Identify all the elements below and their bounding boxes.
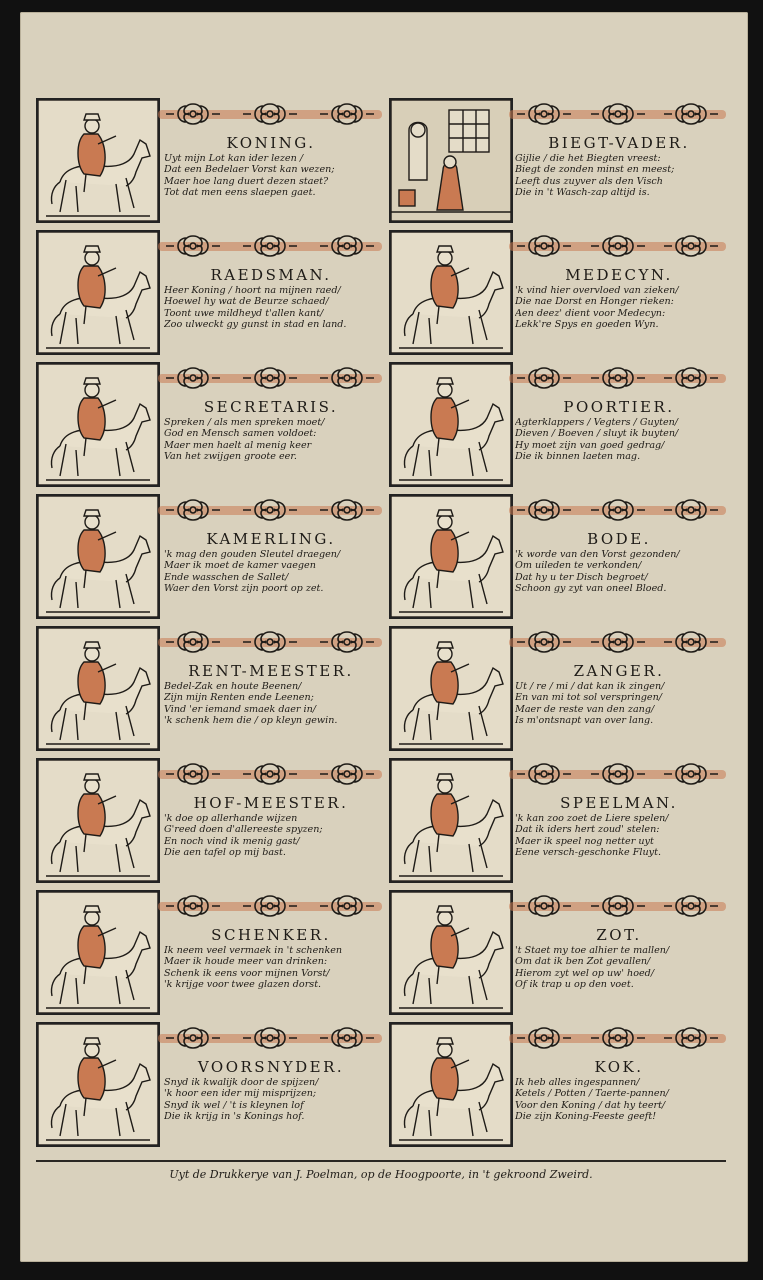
verse-block <box>515 1059 723 1122</box>
figure-title: HOF-MEESTER. <box>193 794 349 812</box>
scroll-ornament-icon <box>164 101 222 127</box>
verse-line: Is m'ontsnapt van over lang. <box>515 714 654 726</box>
figure-title: POORTIER. <box>563 398 675 416</box>
verse-line: Maer ik speel nog netter uyt <box>515 835 654 847</box>
scroll-ornament-icon <box>241 497 299 523</box>
figure-panel <box>381 887 726 1019</box>
verse-block <box>515 795 723 858</box>
verse-line: Biegt de zonden minst en meest; <box>515 164 675 176</box>
scroll-ornament-icon <box>515 761 573 787</box>
verse-line: Die ik binnen laeten mag. <box>515 450 641 462</box>
figure-title: KAMERLING. <box>206 530 336 548</box>
ornament-row-top <box>515 1025 720 1051</box>
verse-line: 'k vind hier overvloed van zieken/ <box>515 285 679 296</box>
figure-title: SPEELMAN. <box>560 794 678 812</box>
verse-block <box>515 927 723 990</box>
scroll-ornament-icon <box>589 101 647 127</box>
scroll-ornament-icon <box>515 1025 573 1051</box>
verse-line: Gijlie / die het Biegten vreest: <box>515 153 661 164</box>
verse-line: Maer men haelt al menig keer <box>164 439 312 451</box>
left-column <box>36 95 381 1153</box>
scroll-ornament-icon <box>589 629 647 655</box>
scroll-ornament-icon <box>318 101 376 127</box>
steward-on-horse-icon <box>36 626 160 751</box>
figure-title: BODE. <box>587 530 651 548</box>
verse-block <box>164 927 378 990</box>
ornament-row-top <box>164 101 376 127</box>
figure-panel <box>36 359 381 491</box>
figure-panel <box>36 95 381 227</box>
scroll-ornament-icon <box>515 629 573 655</box>
scroll-ornament-icon <box>318 761 376 787</box>
figure-panel <box>381 227 726 359</box>
figure-title: ZANGER. <box>573 662 665 680</box>
verse-line: Ut / re / mi / dat kan ik zingen/ <box>515 681 665 692</box>
verse-line: Die nae Dorst en Honger rieken: <box>515 296 674 308</box>
ornament-row-top <box>515 101 720 127</box>
verse-block <box>164 1059 378 1122</box>
footer-rule <box>36 1160 726 1162</box>
figure-title: SCHENKER. <box>211 926 331 944</box>
verse-block <box>515 135 723 198</box>
musician-on-horse-icon <box>389 758 513 883</box>
verse-line: Van het zwijgen groote eer. <box>164 450 297 462</box>
verse-line: 't Staet my toe alhier te mallen/ <box>515 945 670 956</box>
figure-panel <box>381 95 726 227</box>
figure-panel <box>36 887 381 1019</box>
verse-line: 'k schenk hem die / op kleyn gewin. <box>164 714 338 726</box>
scroll-ornament-icon <box>164 365 222 391</box>
verse-block <box>515 267 723 330</box>
ornament-row-top <box>515 893 720 919</box>
verse-block <box>515 531 723 594</box>
verse-line: Die zijn Koning-Feeste geeft! <box>515 1110 657 1122</box>
verse-line: Schoon gy zyt van oneel Bloed. <box>515 582 667 594</box>
verse-block <box>515 399 723 462</box>
verse-line: Dat een Bedelaer Vorst kan wezen; <box>164 164 335 176</box>
verse-line: Dieven / Boeven / sluyt ik buyten/ <box>515 428 679 440</box>
scroll-ornament-icon <box>241 233 299 259</box>
scroll-ornament-icon <box>241 629 299 655</box>
figure-title: RENT-MEESTER. <box>188 662 354 680</box>
carver-on-horse-icon <box>36 1022 160 1147</box>
ornament-row-top <box>164 761 376 787</box>
verse-line: Die aen tafel op mij bast. <box>164 846 286 858</box>
verse-block <box>164 267 378 330</box>
figure-title: KONING. <box>226 134 316 152</box>
scroll-ornament-icon <box>164 497 222 523</box>
figure-panel <box>381 755 726 887</box>
verse-line: Tot dat men eens slaepen gaet. <box>164 186 316 198</box>
figure-panel <box>36 623 381 755</box>
verse-line: Agterklappers / Vegters / Guyten/ <box>515 417 679 428</box>
chamberlain-on-horse-icon <box>36 494 160 619</box>
scroll-ornament-icon <box>164 233 222 259</box>
scroll-ornament-icon <box>164 1025 222 1051</box>
figure-title: BIEGT-VADER. <box>548 134 690 152</box>
verse-line: Waer den Vorst zijn poort op zet. <box>164 582 324 594</box>
verse-line: Leeft dus zuyver als den Visch <box>515 175 663 187</box>
verse-line: Maer de reste van den zang/ <box>515 703 655 715</box>
scroll-ornament-icon <box>164 893 222 919</box>
figure-panel <box>36 227 381 359</box>
scroll-ornament-icon <box>241 893 299 919</box>
verse-block <box>164 795 378 858</box>
verse-line: En van mi tot sol verspringen/ <box>515 692 662 704</box>
figure-panel <box>36 755 381 887</box>
scroll-ornament-icon <box>662 233 720 259</box>
scroll-ornament-icon <box>318 497 376 523</box>
verse-line: Snyd ik wel / 't is kleynen lof <box>164 1099 304 1111</box>
scroll-ornament-icon <box>589 233 647 259</box>
verse-line: Maer hoe lang duert dezen staet? <box>164 175 329 187</box>
verse-line: Hoewel hy wat de Beurze schaed/ <box>164 296 329 308</box>
scroll-ornament-icon <box>318 629 376 655</box>
verse-line: Of ik trap u op den voet. <box>515 978 634 990</box>
scroll-ornament-icon <box>515 893 573 919</box>
verse-line: Spreken / als men spreken moet/ <box>164 417 325 428</box>
fool-on-donkey-icon <box>389 890 513 1015</box>
verse-line: Ik heb alles ingespannen/ <box>515 1077 640 1088</box>
verse-line: Zoo ulweckt gy gunst in stad en land. <box>164 318 347 330</box>
ornament-row-top <box>515 629 720 655</box>
ornament-row-top <box>164 365 376 391</box>
verse-line: Die in 't Wasch-zap altijd is. <box>515 186 650 198</box>
scroll-ornament-icon <box>662 893 720 919</box>
scroll-ornament-icon <box>589 761 647 787</box>
councillor-on-horse-icon <box>36 230 160 355</box>
right-column <box>381 95 726 1153</box>
verse-line: En noch vind ik menig gast/ <box>164 835 300 847</box>
scroll-ornament-icon <box>662 101 720 127</box>
woodcut-grid <box>36 95 726 1153</box>
verse-block <box>164 663 378 726</box>
ornament-row-top <box>515 365 720 391</box>
verse-line: 'k doe op allerhande wijzen <box>164 813 298 824</box>
figure-panel <box>36 1019 381 1151</box>
verse-line: Hy moet zijn van goed gedrag/ <box>515 439 665 451</box>
verse-line: 'k hoor een ider mij misprijzen; <box>164 1088 317 1100</box>
verse-line: Om uileden te verkonden/ <box>515 560 642 572</box>
verse-line: 'k krijge voor twee glazen dorst. <box>164 978 322 990</box>
verse-line: Lekk're Spys en goeden Wyn. <box>515 318 659 330</box>
scroll-ornament-icon <box>164 629 222 655</box>
verse-line: Toont uwe mildheyd t'allen kant/ <box>164 307 324 319</box>
figure-title: KOK. <box>594 1058 644 1076</box>
verse-line: Maer ik moet de kamer vaegen <box>164 560 316 572</box>
verse-line: Schenk ik eens voor mijnen Vorst/ <box>164 967 330 979</box>
verse-line: Vind 'er iemand smaek daer in/ <box>164 703 317 715</box>
scroll-ornament-icon <box>589 1025 647 1051</box>
figure-panel <box>381 359 726 491</box>
cook-on-horse-icon <box>389 1022 513 1147</box>
scroll-ornament-icon <box>515 365 573 391</box>
verse-line: Heer Koning / hoort na mijnen raed/ <box>164 285 341 296</box>
scroll-ornament-icon <box>241 761 299 787</box>
verse-line: Ik neem veel vermaek in 't schenken <box>164 945 343 956</box>
verse-line: Die ik krijg in 's Konings hof. <box>164 1110 305 1122</box>
scroll-ornament-icon <box>662 1025 720 1051</box>
ornament-row-top <box>515 761 720 787</box>
verse-line: Om dat ik ben Zot gevallen/ <box>515 956 651 968</box>
figure-title: ZOT. <box>596 926 642 944</box>
ornament-row-top <box>164 497 376 523</box>
verse-line: Dat ik iders hert zoud' stelen: <box>515 824 660 836</box>
figure-panel <box>36 491 381 623</box>
verse-line: Snyd ik kwalijk door de spijzen/ <box>164 1077 319 1088</box>
printer-imprint: Uyt de Drukkerye van J. Poelman, op de Hoogpoorte, in 't gekroond Zweird. <box>169 1168 593 1181</box>
scroll-ornament-icon <box>589 497 647 523</box>
ornament-row-top <box>164 893 376 919</box>
figure-panel <box>381 1019 726 1151</box>
verse-line: Ende wasschen de Sallet/ <box>164 571 289 583</box>
scroll-ornament-icon <box>164 761 222 787</box>
ornament-row-top <box>515 233 720 259</box>
singer-on-horse-icon <box>389 626 513 751</box>
verse-block <box>515 663 723 726</box>
verse-line: 'k worde van den Vorst gezonden/ <box>515 549 680 560</box>
scroll-ornament-icon <box>241 1025 299 1051</box>
scroll-ornament-icon <box>241 365 299 391</box>
scroll-ornament-icon <box>515 233 573 259</box>
king-on-horse-icon <box>36 98 160 223</box>
scroll-ornament-icon <box>515 497 573 523</box>
scroll-ornament-icon <box>515 101 573 127</box>
cupbearer-on-horse-icon <box>36 890 160 1015</box>
verse-line: Uyt mijn Lot kan ider lezen / <box>164 153 304 164</box>
gatekeeper-on-horse-icon <box>389 362 513 487</box>
secretary-on-horse-icon <box>36 362 160 487</box>
verse-line: Hierom zyt wel op uw' hoed/ <box>515 967 655 979</box>
figure-title: RAEDSMAN. <box>210 266 332 284</box>
verse-line: Aen deez' dient voor Medecyn: <box>515 307 666 319</box>
confessor-scene-icon <box>389 98 513 223</box>
figure-title: VOORSNYDER. <box>197 1058 345 1076</box>
scroll-ornament-icon <box>662 761 720 787</box>
figure-title: SECRETARIS. <box>203 398 339 416</box>
scroll-ornament-icon <box>318 233 376 259</box>
ornament-row-top <box>164 233 376 259</box>
figure-panel <box>381 491 726 623</box>
majordomo-on-horse-icon <box>36 758 160 883</box>
verse-line: Ketels / Potten / Taerte-pannen/ <box>515 1088 669 1100</box>
scroll-ornament-icon <box>662 497 720 523</box>
scroll-ornament-icon <box>589 365 647 391</box>
scroll-ornament-icon <box>318 893 376 919</box>
verse-line: Maer ik houde meer van drinken: <box>164 956 328 968</box>
verse-line: Zijn mijn Renten ende Leenen; <box>164 692 314 704</box>
verse-block <box>164 531 378 594</box>
verse-line: Bedel-Zak en houte Beenen/ <box>164 681 302 692</box>
physician-on-horse-icon <box>389 230 513 355</box>
verse-block <box>164 135 378 198</box>
verse-line: G'reed doen d'allereeste spyzen; <box>164 824 323 836</box>
figure-title: MEDECYN. <box>565 266 673 284</box>
figure-panel <box>381 623 726 755</box>
scroll-ornament-icon <box>662 629 720 655</box>
scroll-ornament-icon <box>241 101 299 127</box>
verse-line: God en Mensch samen voldoet: <box>164 428 317 440</box>
verse-line: 'k kan zoo zoet de Liere spelen/ <box>515 813 669 824</box>
verse-line: Dat hy u ter Disch begroet/ <box>515 571 648 583</box>
verse-line: 'k mag den gouden Sleutel draegen/ <box>164 549 341 560</box>
scroll-ornament-icon <box>318 365 376 391</box>
ornament-row-top <box>164 629 376 655</box>
ornament-row-top <box>515 497 720 523</box>
scroll-ornament-icon <box>318 1025 376 1051</box>
verse-line: Eene versch-geschonke Fluyt. <box>515 846 662 858</box>
messenger-on-horse-icon <box>389 494 513 619</box>
scroll-ornament-icon <box>589 893 647 919</box>
verse-line: Voor den Koning / dat hy teert/ <box>515 1099 666 1111</box>
ornament-row-top <box>164 1025 376 1051</box>
scroll-ornament-icon <box>662 365 720 391</box>
verse-block <box>164 399 378 462</box>
